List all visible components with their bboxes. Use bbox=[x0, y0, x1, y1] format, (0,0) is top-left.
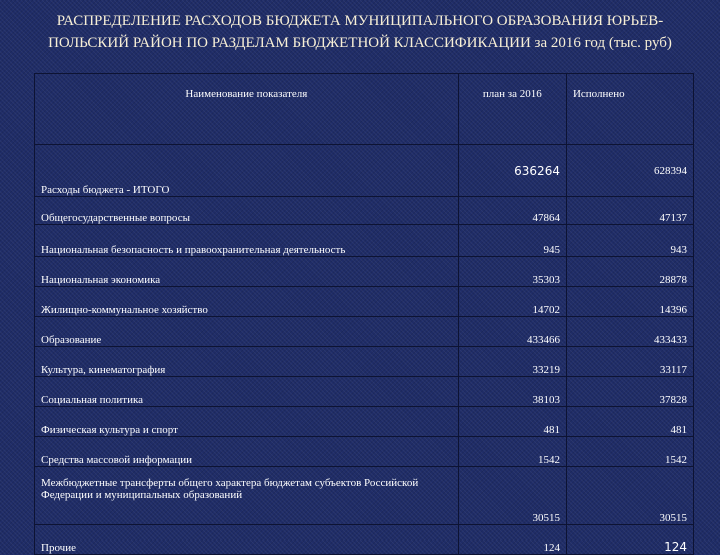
table-row bbox=[35, 197, 694, 225]
row-name: Средства массовой информации bbox=[35, 437, 459, 467]
row-done: 124 bbox=[566, 525, 693, 555]
row-done: 28878 bbox=[566, 257, 693, 287]
row-plan: 481 bbox=[458, 407, 566, 437]
page-title bbox=[8, 10, 712, 54]
table-header-row bbox=[35, 74, 694, 145]
row-done: 37828 bbox=[566, 377, 693, 407]
table-row bbox=[35, 287, 694, 317]
row-plan: 47864 bbox=[458, 197, 566, 225]
row-done: 33117 bbox=[566, 347, 693, 377]
row-name: Культура, кинематография bbox=[35, 347, 459, 377]
title-line-2: ПОЛЬСКИЙ РАЙОН ПО РАЗДЕЛАМ БЮДЖЕТНОЙ КЛАССИФИКАЦИИ за 2016 год (тыс. руб) bbox=[48, 35, 672, 51]
row-done: 433433 bbox=[566, 317, 693, 347]
row-done: 628394 bbox=[566, 145, 693, 197]
row-name: Национальная экономика bbox=[35, 257, 459, 287]
table-row bbox=[35, 347, 694, 377]
table-row bbox=[35, 407, 694, 437]
row-name: Национальная безопасность и правоохранительная деятельность bbox=[35, 225, 459, 257]
table-row bbox=[35, 225, 694, 257]
row-name: Прочие bbox=[35, 525, 459, 555]
column-header-plan: план за 2016 bbox=[458, 74, 566, 145]
table-row bbox=[35, 437, 694, 467]
row-plan: 636264 bbox=[458, 145, 566, 197]
row-plan: 35303 bbox=[458, 257, 566, 287]
row-plan: 433466 bbox=[458, 317, 566, 347]
table-row-total bbox=[35, 145, 694, 197]
row-done: 1542 bbox=[566, 437, 693, 467]
column-header-name: Наименование показателя bbox=[35, 74, 459, 145]
row-done: 14396 bbox=[566, 287, 693, 317]
row-name: Социальная политика bbox=[35, 377, 459, 407]
table-row bbox=[35, 257, 694, 287]
row-name: Образование bbox=[35, 317, 459, 347]
row-plan: 30515 bbox=[458, 467, 566, 525]
row-name: Физическая культура и спорт bbox=[35, 407, 459, 437]
row-name: Расходы бюджета - ИТОГО bbox=[35, 145, 459, 197]
row-plan: 124 bbox=[458, 525, 566, 555]
column-header-done: Исполнено bbox=[566, 74, 693, 145]
table-row bbox=[35, 317, 694, 347]
row-done: 47137 bbox=[566, 197, 693, 225]
budget-table bbox=[34, 73, 694, 555]
row-name: Межбюджетные трансферты общего характера бюджетам субъектов Российской Федерации и муниципальных образований bbox=[35, 467, 459, 525]
row-plan: 38103 bbox=[458, 377, 566, 407]
row-plan: 945 bbox=[458, 225, 566, 257]
row-done: 481 bbox=[566, 407, 693, 437]
row-plan: 33219 bbox=[458, 347, 566, 377]
title-line-1: РАСПРЕДЕЛЕНИЕ РАСХОДОВ БЮДЖЕТА МУНИЦИПАЛЬНОГО ОБРАЗОВАНИЯ ЮРЬЕВ- bbox=[56, 13, 664, 29]
table-row bbox=[35, 467, 694, 525]
row-name: Жилищно-коммунальное хозяйство bbox=[35, 287, 459, 317]
row-name: Общегосударственные вопросы bbox=[35, 197, 459, 225]
row-done: 30515 bbox=[566, 467, 693, 525]
row-plan: 1542 bbox=[458, 437, 566, 467]
table-row bbox=[35, 377, 694, 407]
row-plan: 14702 bbox=[458, 287, 566, 317]
row-done: 943 bbox=[566, 225, 693, 257]
